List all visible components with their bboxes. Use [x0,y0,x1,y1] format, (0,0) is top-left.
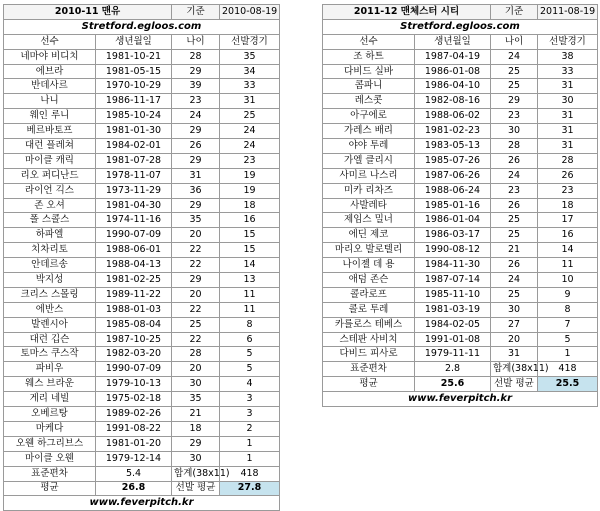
table-row [4,94,280,109]
age: 23 [491,183,538,198]
starts: 1 [220,451,280,466]
table-row [323,94,598,109]
age: 25 [491,64,538,79]
table-row [4,451,280,466]
age: 24 [491,168,538,183]
player-name: 박지성 [4,273,96,288]
starts: 13 [220,273,280,288]
starts: 31 [220,94,280,109]
table-title: 2010-11 맨유 [4,5,172,20]
site-label: Stretford.egloos.com [323,19,598,34]
birth-date: 1981-10-21 [96,49,172,64]
player-name: 하파엘 [4,228,96,243]
starts: 8 [220,317,280,332]
table-row [323,317,598,332]
starts: 19 [220,183,280,198]
starts: 6 [220,332,280,347]
age: 24 [172,109,220,124]
birth-date: 1981-04-30 [96,198,172,213]
starter-avg-value: 27.8 [220,481,280,496]
column-header-row [4,34,280,49]
table-title-row [4,5,280,20]
age: 22 [172,243,220,258]
table-row [323,124,598,139]
birth-date: 1986-01-04 [415,213,491,228]
avg-label: 평균 [323,377,415,392]
avg-label: 평균 [4,481,96,496]
table-row [4,79,280,94]
table-row [323,198,598,213]
age: 23 [491,109,538,124]
birth-date: 1982-03-20 [96,347,172,362]
starts: 11 [220,287,280,302]
table-row [323,139,598,154]
starts: 11 [538,258,598,273]
table-row [4,287,280,302]
starts: 3 [220,407,280,422]
age: 30 [491,302,538,317]
column-header-row [323,34,598,49]
player-name: 폴 스콜스 [4,213,96,228]
total-label: 합계(38x11) [172,466,220,481]
birth-date: 1984-02-01 [96,139,172,154]
table-row [323,243,598,258]
player-name: 콤파니 [323,79,415,94]
age: 26 [172,139,220,154]
player-name: 치차리토 [4,243,96,258]
table-row [323,79,598,94]
table-row [4,124,280,139]
birth-date: 1979-11-11 [415,347,491,362]
player-name: 오웬 하그리브스 [4,436,96,451]
birth-date: 1990-07-09 [96,228,172,243]
std-row [4,466,280,481]
birth-date: 1981-02-25 [96,273,172,288]
birth-date: 1986-03-17 [415,228,491,243]
age: 29 [172,198,220,213]
player-name: 나이젤 데 용 [323,258,415,273]
starts: 15 [220,243,280,258]
age: 30 [172,451,220,466]
age: 29 [172,436,220,451]
total-value: 418 [538,362,598,377]
age: 22 [172,332,220,347]
starts: 1 [538,347,598,362]
birth-date: 1986-11-17 [96,94,172,109]
starter-avg-value: 25.5 [538,377,598,392]
table-row [4,377,280,392]
player-name: 베르바토프 [4,124,96,139]
column-header: 나이 [491,34,538,49]
birth-date: 1981-02-23 [415,124,491,139]
birth-date: 1985-08-04 [96,317,172,332]
table-row [4,362,280,377]
table-row [4,421,280,436]
table-title-row [323,5,598,20]
player-name: 스테판 사비치 [323,332,415,347]
table-row [323,332,598,347]
birth-date: 1975-02-18 [96,392,172,407]
player-name: 에브라 [4,64,96,79]
player-name: 웨스 브라운 [4,377,96,392]
footer-site: www.feverpitch.kr [323,392,598,407]
table-row [4,407,280,422]
birth-date: 1981-03-19 [415,302,491,317]
man-utd-table [3,4,280,511]
table-row [4,436,280,451]
age: 25 [491,287,538,302]
birth-date: 1973-11-29 [96,183,172,198]
age: 27 [491,317,538,332]
age: 26 [491,258,538,273]
starts: 15 [220,228,280,243]
age: 29 [172,124,220,139]
birth-date: 1974-11-16 [96,213,172,228]
std-value: 5.4 [96,466,172,481]
birth-date: 1984-11-30 [415,258,491,273]
player-name: 크리스 스몰링 [4,287,96,302]
table-row [323,228,598,243]
birth-date: 1985-11-10 [415,287,491,302]
avg-row [4,481,280,496]
avg-value: 25.6 [415,377,491,392]
player-name: 나니 [4,94,96,109]
std-label: 표준편차 [323,362,415,377]
table-row [323,183,598,198]
player-name: 대런 플레쳐 [4,139,96,154]
age: 29 [172,273,220,288]
age: 23 [172,94,220,109]
starts: 31 [538,139,598,154]
table-row [323,153,598,168]
age: 30 [172,377,220,392]
starts: 2 [220,421,280,436]
player-name: 카를로스 테베스 [323,317,415,332]
birth-date: 1983-05-13 [415,139,491,154]
starts: 18 [220,198,280,213]
table-row [4,392,280,407]
birth-date: 1981-01-20 [96,436,172,451]
age: 28 [172,49,220,64]
table-row [323,258,598,273]
starts: 5 [220,362,280,377]
table-row [4,183,280,198]
birth-date: 1990-07-09 [96,362,172,377]
starts: 31 [538,79,598,94]
basis-label: 기준 [172,5,220,20]
table-row [323,109,598,124]
player-name: 마리오 발로텔리 [323,243,415,258]
player-name: 토마스 쿠스작 [4,347,96,362]
birth-date: 1987-07-14 [415,273,491,288]
player-name: 마이클 오웬 [4,451,96,466]
table-title: 2011-12 맨체스터 시티 [323,5,491,20]
total-label: 합계(38x11) [491,362,538,377]
birth-date: 1988-06-24 [415,183,491,198]
birth-date: 1987-06-26 [415,168,491,183]
column-header: 선발경기 [538,34,598,49]
column-header: 선수 [323,34,415,49]
player-name: 안데르송 [4,258,96,273]
column-header: 나이 [172,34,220,49]
table-row [4,213,280,228]
starts: 18 [538,198,598,213]
birth-date: 1981-05-15 [96,64,172,79]
starts: 34 [220,64,280,79]
player-name: 다비드 실바 [323,64,415,79]
birth-date: 1991-01-08 [415,332,491,347]
table-row [4,139,280,154]
starts: 17 [538,213,598,228]
age: 29 [172,64,220,79]
player-name: 에딘 제코 [323,228,415,243]
player-name: 제임스 밀너 [323,213,415,228]
starts: 16 [220,213,280,228]
column-header: 생년월일 [415,34,491,49]
age: 24 [491,273,538,288]
birth-date: 1979-12-14 [96,451,172,466]
age: 20 [172,287,220,302]
basis-date: 2010-08-19 [220,5,280,20]
starts: 16 [538,228,598,243]
player-name: 존 오셔 [4,198,96,213]
starts: 14 [220,258,280,273]
player-name: 마이클 캐릭 [4,153,96,168]
player-name: 사발레타 [323,198,415,213]
starter-avg-label: 선발 평균 [172,481,220,496]
birth-date: 1984-02-05 [415,317,491,332]
age: 28 [491,139,538,154]
starts: 11 [220,302,280,317]
player-name: 에반스 [4,302,96,317]
age: 25 [491,213,538,228]
table-row [4,109,280,124]
starts: 28 [538,153,598,168]
starts: 33 [220,79,280,94]
table-row [323,168,598,183]
player-name: 마케다 [4,421,96,436]
player-name: 조 하트 [323,49,415,64]
table-row [323,49,598,64]
table-row [4,198,280,213]
player-name: 가레스 배리 [323,124,415,139]
age: 29 [172,153,220,168]
starts: 4 [220,377,280,392]
birth-date: 1970-10-29 [96,79,172,94]
man-city-table [322,4,598,407]
birth-date: 1991-08-22 [96,421,172,436]
birth-date: 1988-04-13 [96,258,172,273]
starts: 8 [538,302,598,317]
starts: 31 [538,109,598,124]
age: 25 [172,317,220,332]
age: 20 [172,362,220,377]
starter-avg-label: 선발 평균 [491,377,538,392]
birth-date: 1978-11-07 [96,168,172,183]
table-row [323,64,598,79]
birth-date: 1986-01-08 [415,64,491,79]
player-name: 가엘 클리시 [323,153,415,168]
birth-date: 1979-10-13 [96,377,172,392]
age: 29 [491,94,538,109]
age: 22 [172,258,220,273]
age: 20 [172,228,220,243]
birth-date: 1988-06-02 [415,109,491,124]
age: 30 [491,124,538,139]
player-name: 네마야 비디치 [4,49,96,64]
age: 25 [491,228,538,243]
table-row [323,347,598,362]
birth-date: 1982-08-16 [415,94,491,109]
total-value: 418 [220,466,280,481]
player-name: 파비우 [4,362,96,377]
starts: 7 [538,317,598,332]
table-row [4,168,280,183]
starts: 19 [220,168,280,183]
age: 31 [172,168,220,183]
column-header: 생년월일 [96,34,172,49]
age: 39 [172,79,220,94]
table-row [4,273,280,288]
age: 21 [172,407,220,422]
starts: 23 [220,153,280,168]
starts: 5 [220,347,280,362]
starts: 9 [538,287,598,302]
player-name: 발렌시아 [4,317,96,332]
player-name: 게리 네빌 [4,392,96,407]
starts: 30 [538,94,598,109]
player-name: 애덤 존슨 [323,273,415,288]
birth-date: 1987-04-19 [415,49,491,64]
table-row [4,243,280,258]
starts: 31 [538,124,598,139]
player-name: 대런 깁슨 [4,332,96,347]
age: 31 [491,347,538,362]
player-name: 야야 투레 [323,139,415,154]
table-row [4,317,280,332]
std-value: 2.8 [415,362,491,377]
starts: 33 [538,64,598,79]
std-label: 표준편차 [4,466,96,481]
starts: 5 [538,332,598,347]
birth-date: 1981-07-28 [96,153,172,168]
birth-date: 1989-11-22 [96,287,172,302]
age: 35 [172,392,220,407]
player-name: 미카 리차즈 [323,183,415,198]
birth-date: 1988-01-03 [96,302,172,317]
table-row [323,287,598,302]
player-name: 레스콧 [323,94,415,109]
table-row [4,258,280,273]
player-name: 다비드 피사로 [323,347,415,362]
age: 21 [491,243,538,258]
starts: 35 [220,49,280,64]
avg-value: 26.8 [96,481,172,496]
starts: 3 [220,392,280,407]
age: 22 [172,302,220,317]
age: 18 [172,421,220,436]
table-row [4,302,280,317]
table-row [323,273,598,288]
player-name: 웨인 루니 [4,109,96,124]
std-row [323,362,598,377]
player-name: 아구에로 [323,109,415,124]
player-name: 오베르탕 [4,407,96,422]
player-name: 반데사르 [4,79,96,94]
age: 25 [491,79,538,94]
starts: 14 [538,243,598,258]
table-row [4,64,280,79]
birth-date: 1985-01-16 [415,198,491,213]
table-row [4,153,280,168]
basis-label: 기준 [491,5,538,20]
footer-site: www.feverpitch.kr [4,496,280,511]
birth-date: 1985-07-26 [415,153,491,168]
basis-date: 2011-08-19 [538,5,598,20]
birth-date: 1990-08-12 [415,243,491,258]
starts: 25 [220,109,280,124]
starts: 10 [538,273,598,288]
birth-date: 1987-10-25 [96,332,172,347]
age: 24 [491,49,538,64]
starts: 24 [220,139,280,154]
table-row [4,228,280,243]
starts: 24 [220,124,280,139]
table-row [323,302,598,317]
birth-date: 1988-06-01 [96,243,172,258]
table-row [4,347,280,362]
age: 36 [172,183,220,198]
table-row [4,49,280,64]
age: 35 [172,213,220,228]
player-name: 사미르 나스리 [323,168,415,183]
table-row [323,213,598,228]
age: 20 [491,332,538,347]
starts: 1 [220,436,280,451]
player-name: 콜라로프 [323,287,415,302]
starts: 26 [538,168,598,183]
column-header: 선발경기 [220,34,280,49]
site-label: Stretford.egloos.com [4,19,280,34]
starts: 23 [538,183,598,198]
age: 26 [491,198,538,213]
player-name: 라이언 긱스 [4,183,96,198]
birth-date: 1989-02-26 [96,407,172,422]
age: 26 [491,153,538,168]
table-row [4,332,280,347]
birth-date: 1986-04-10 [415,79,491,94]
player-name: 콜로 투레 [323,302,415,317]
avg-row [323,377,598,392]
birth-date: 1981-01-30 [96,124,172,139]
starts: 38 [538,49,598,64]
age: 28 [172,347,220,362]
column-header: 선수 [4,34,96,49]
birth-date: 1985-10-24 [96,109,172,124]
player-name: 리오 퍼디난드 [4,168,96,183]
